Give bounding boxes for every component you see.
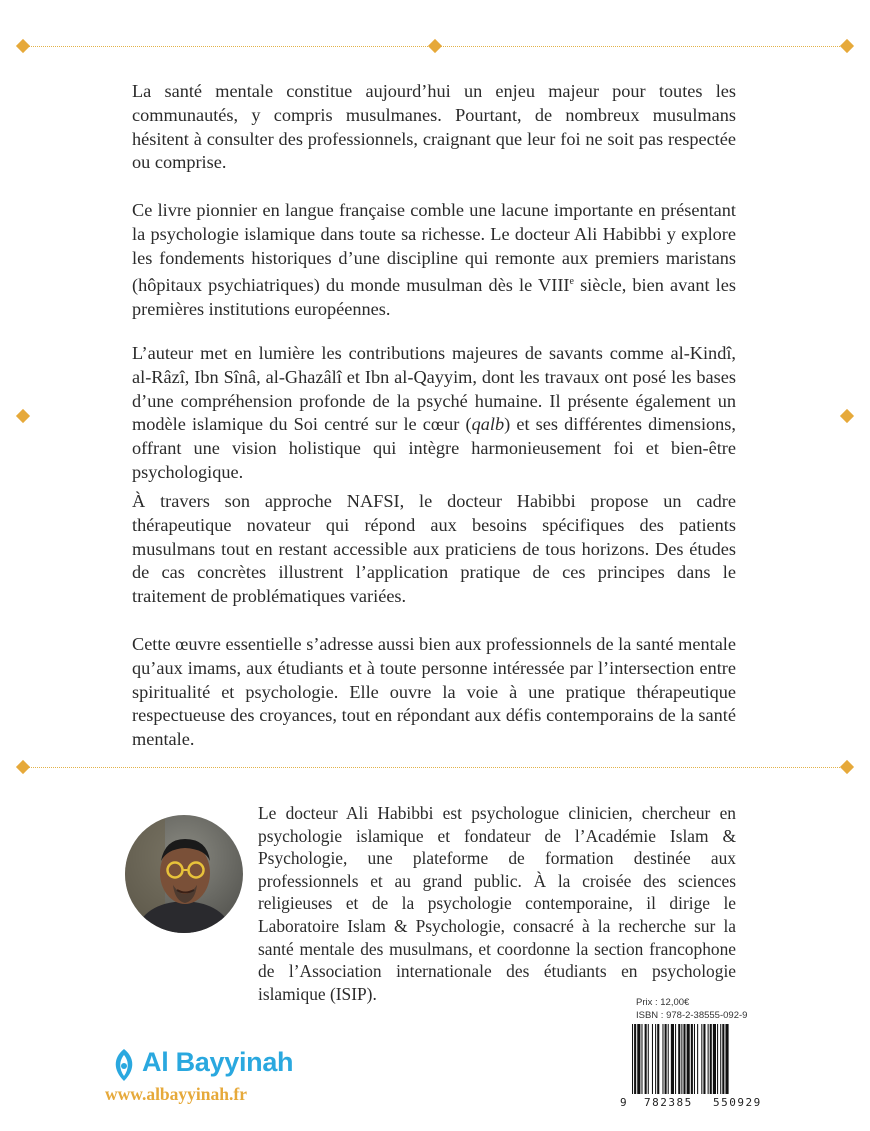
barcode-bar [717,1024,718,1094]
author-bio: Le docteur Ali Habibbi est psychologue clinicien, chercheur en psychologie islamique et fondateur de l’Académie Islam & Psychologie, une plateforme de formation destinée aux professionnels et au grand public. À la croisée des sciences religieuses et de la psychologie contemporaine, il dirige le Laboratoire Islam & Psychologie, consacré à la recherche sur la santé mentale des musulmans, et coordonne la section francophone de l’Association internationale des étudiants en psychologie islamique (ISIP). [258,803,736,1004]
barcode-bar [703,1024,705,1094]
barcode-bar [678,1024,680,1094]
barcode-bar [725,1024,728,1094]
paragraph-3: L’auteur met en lumière les contributions majeures de savants comme al-Kindî, al-Râzî, Ibn Sînâ, al-Ghazâlî et Ibn al-Qayyim, dont les travaux ont posé les bases d’une compréhension profonde de la psyché humaine. Il présente également un modèle islamique du Soi centré sur le cœur (qalb) et ses différentes dimensions, offrant une vision holistique qui intègre harmonieusement foi et bien-être psychologique. [132,343,736,482]
barcode-left-digits: 782385 [644,1096,693,1109]
top-left-ornament [16,39,30,53]
paragraph-1: La santé mentale constitue aujourd’hui un enjeu majeur pour toutes les communautés, y compris musulmanes. Pourtant, de nombreux musulmans hésitent à consulter des professionnels, craignant que leur foi ne soit pas respectée ou comprise. [132,81,736,173]
paragraph-2: Ce livre pionnier en langue française comble une lacune importante en présentant la psychologie islamique dans toute sa richesse. Le docteur Ali Habibbi y explore les fondements historiques d’une discipline qui remonte aux premiers maristans (hôpitaux psychiatriques) du monde musulman dès le VIIIe siècle, bien avant les premières institutions européennes. [132,200,736,320]
left-side-ornament [16,409,30,423]
author-photo [125,815,243,933]
barcode-bar [701,1024,702,1094]
barcode-lead-digit: 9 [620,1096,627,1109]
middle-left-ornament [16,760,30,774]
isbn-label: ISBN : 978-2-38555-092-9 [636,1010,748,1021]
barcode-bar [662,1024,663,1094]
publisher-name: Al Bayyinah [142,1047,294,1077]
barcode-bar [708,1024,709,1094]
barcode-bar [713,1024,716,1094]
barcode-bar [691,1024,693,1094]
publisher-url[interactable]: www.albayyinah.fr [105,1084,247,1104]
barcode-bar [681,1024,682,1094]
barcode-bar [668,1024,669,1094]
barcode-bar [665,1024,667,1094]
barcode-bar [648,1024,649,1094]
barcode-bar [675,1024,676,1094]
barcode-bar [645,1024,647,1094]
barcode-bar [697,1024,698,1094]
barcode-bar [671,1024,674,1094]
middle-right-ornament [840,760,854,774]
barcode-bar [634,1024,636,1094]
barcode-bar [710,1024,712,1094]
middle-divider [28,767,842,768]
top-center-ornament [428,39,442,53]
barcode-bar [632,1024,633,1094]
barcode-bar [722,1024,724,1094]
barcode-bar [657,1024,659,1094]
barcode-bar [641,1024,642,1094]
barcode [620,1024,780,1110]
paragraph-5: Cette œuvre essentielle s’adresse aussi bien aux professionnels de la santé mentale qu’aux imams, aux étudiants et à toute personne intéressée par l’intersection entre spiritualité et psychologie. Elle ouvre la voie à une pratique thérapeutique respectueuse des croyances, tout en répondant aux défis contemporains de la santé mentale. [132,634,736,750]
price-block [636,996,747,1022]
top-right-ornament [840,39,854,53]
barcode-bar [720,1024,721,1094]
barcode-right-digits: 550929 [713,1096,762,1109]
barcode-bar [637,1024,640,1094]
price-label: Prix : 12,00€ [636,997,690,1008]
barcode-bar [687,1024,690,1094]
barcode-bar [655,1024,656,1094]
publisher-logo-icon [108,1047,140,1083]
barcode-bar [694,1024,695,1094]
barcode-bar [652,1024,653,1094]
paragraph-4: À travers son approche NAFSI, le docteur Habibbi propose un cadre thérapeutique novateur qui répond aux besoins spécifiques des patients musulmans tout en restant accessible aux praticiens de tous horizons. Des études de cas concrètes illustrent l’application pratique de ces principes dans le traitement de problématiques variées. [132,491,736,607]
barcode-bar [683,1024,685,1094]
right-side-ornament [840,409,854,423]
